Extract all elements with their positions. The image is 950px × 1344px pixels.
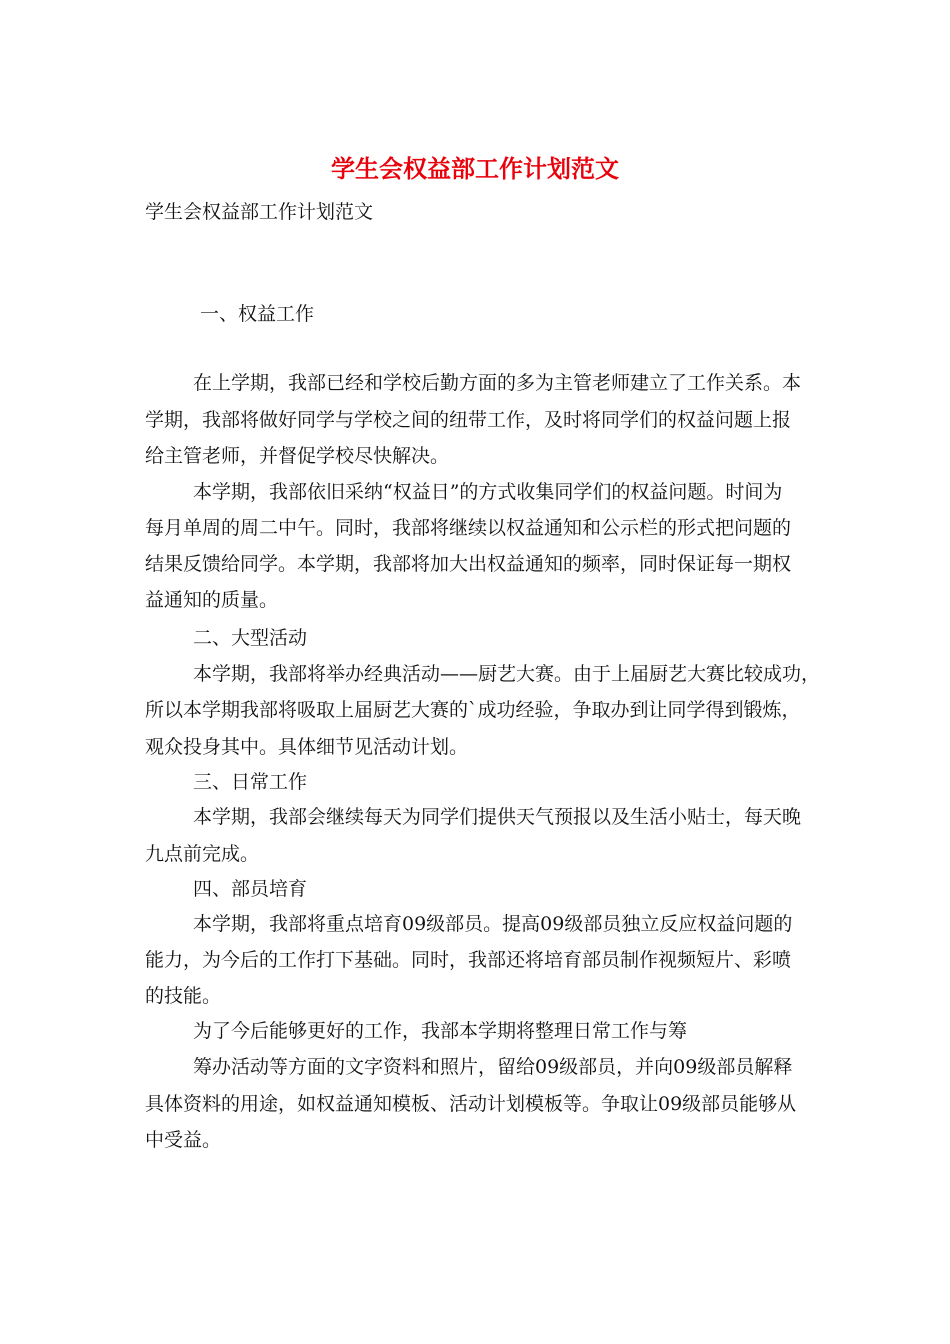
paragraph-line: 本学期，我部将重点培育09级部员。提高09级部员独立反应权益问题的	[193, 913, 793, 935]
document-subtitle: 学生会权益部工作计划范文	[145, 201, 374, 223]
paragraph-line: 中受益。	[145, 1129, 222, 1151]
paragraph-line: 本学期，我部依旧采纳“权益日”的方式收集同学们的权益问题。时间为	[193, 481, 783, 503]
paragraph-line: 本学期，我部将举办经典活动——厨艺大赛。由于上届厨艺大赛比较成功，	[193, 663, 821, 685]
paragraph-line: 本学期，我部会继续每天为同学们提供天气预报以及生活小贴士，每天晚	[193, 806, 802, 828]
paragraph-line: 具体资料的用途，如权益通知模板、活动计划模板等。争取让09级部员能够从	[145, 1093, 797, 1115]
section-heading-daily-work: 三、日常工作	[193, 771, 308, 793]
paragraph-line: 筹办活动等方面的文字资料和照片，留给09级部员，并向09级部员解释	[193, 1056, 793, 1078]
paragraph-line: 每月单周的周二中午。同时，我部将继续以权益通知和公示栏的形式把问题的	[145, 517, 792, 539]
paragraph-line: 能力，为今后的工作打下基础。同时，我部还将培育部员制作视频短片、彩喷	[145, 949, 792, 971]
paragraph-line: 给主管老师，并督促学校尽快解决。	[145, 445, 450, 467]
paragraph-line: 为了今后能够更好的工作，我部本学期将整理日常工作与筹	[193, 1020, 688, 1042]
paragraph-line: 的技能。	[145, 985, 222, 1007]
document-title: 学生会权益部工作计划范文	[331, 154, 619, 183]
paragraph-line: 观众投身其中。具体细节见活动计划。	[145, 736, 469, 758]
paragraph-line: 益通知的质量。	[145, 589, 279, 611]
paragraph-line: 九点前完成。	[145, 843, 260, 865]
paragraph-line: 所以本学期我部将吸取上届厨艺大赛的`成功经验，争取办到让同学得到锻炼，	[145, 699, 801, 721]
paragraph-line: 在上学期，我部已经和学校后勤方面的多为主管老师建立了工作关系。本	[193, 372, 802, 394]
paragraph-line: 学期，我部将做好同学与学校之间的纽带工作，及时将同学们的权益问题上报	[145, 409, 792, 431]
paragraph-line: 结果反馈给同学。本学期，我部将加大出权益通知的频率，同时保证每一期权	[145, 553, 792, 575]
section-heading-major-events: 二、大型活动	[193, 627, 308, 649]
section-heading-member-training: 四、部员培育	[193, 878, 308, 900]
section-heading-rights-work: 一、权益工作	[200, 303, 315, 325]
